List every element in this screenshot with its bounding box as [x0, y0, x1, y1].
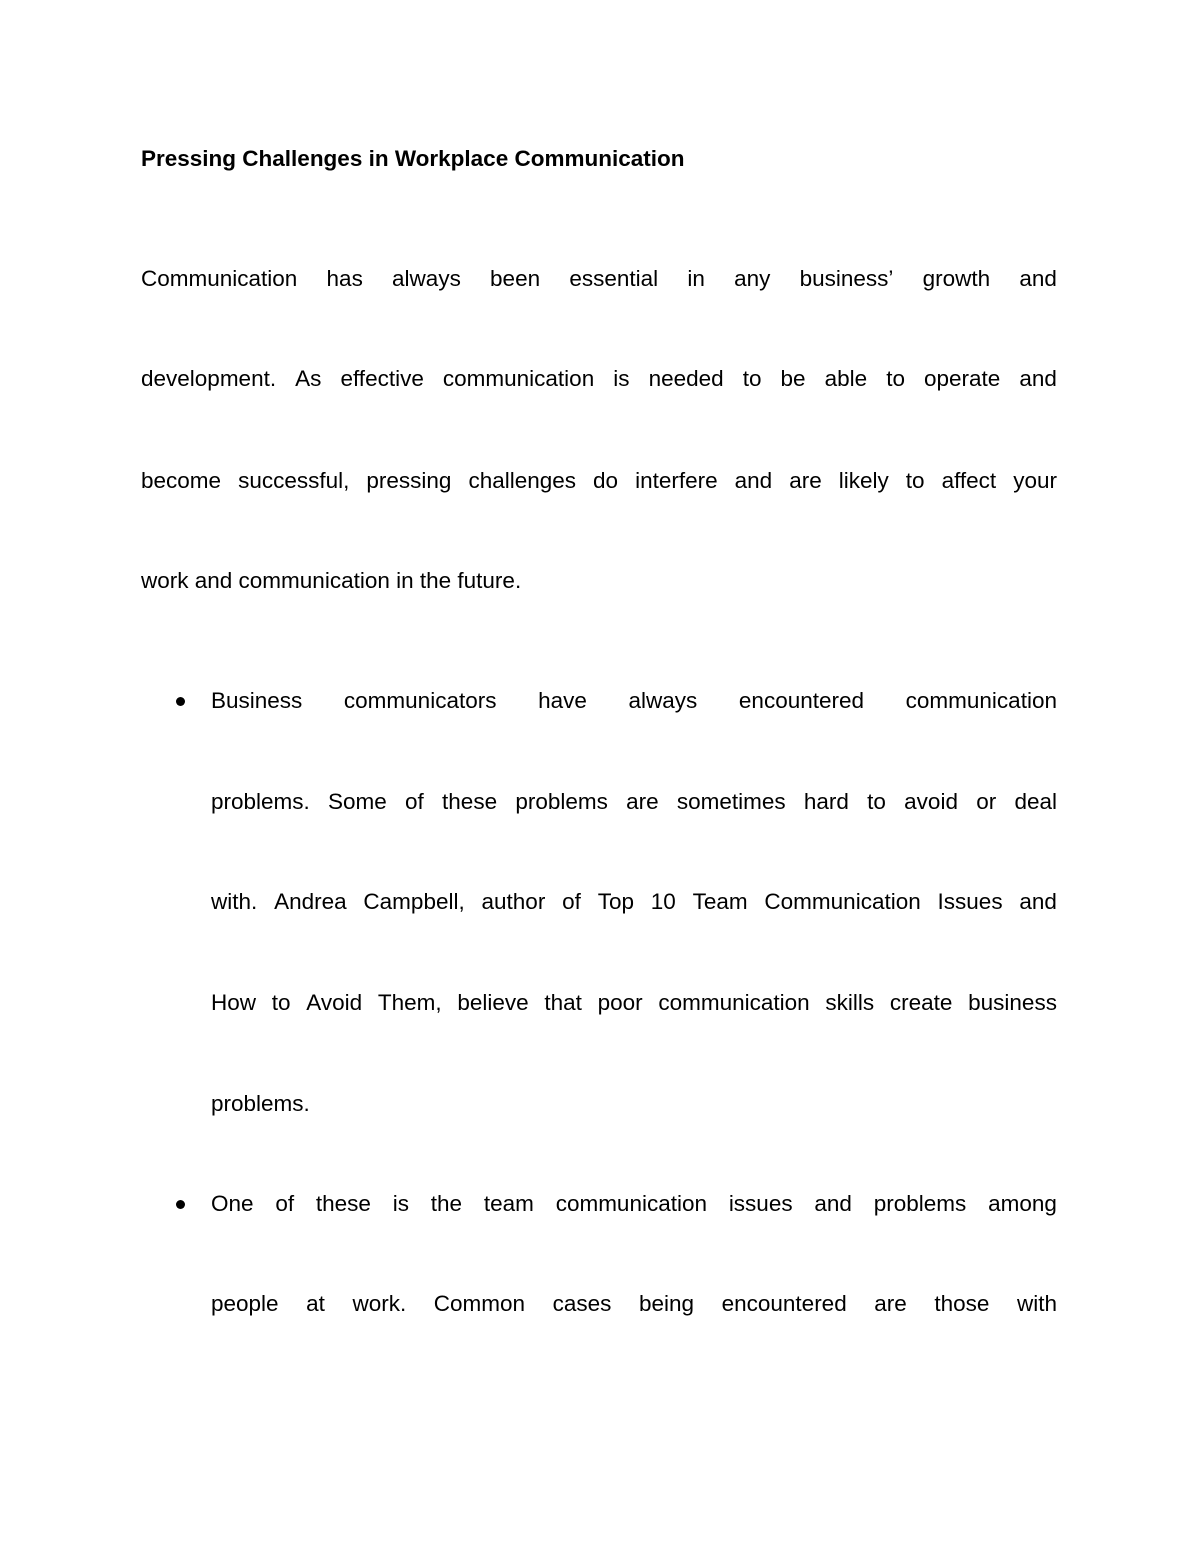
word: be	[780, 366, 806, 391]
bullet-marker	[176, 1200, 185, 1209]
word: essential	[569, 266, 659, 291]
word: business	[968, 990, 1057, 1015]
word: at	[306, 1291, 325, 1316]
word: or	[976, 789, 997, 814]
word: are	[789, 468, 822, 493]
word: is	[613, 366, 630, 391]
bullet-line	[211, 685, 1057, 717]
word: is	[392, 1191, 409, 1216]
word: sometimes	[676, 789, 786, 814]
word: problems	[873, 1191, 967, 1216]
word: Campbell,	[363, 889, 465, 914]
word: Business	[211, 688, 303, 713]
word: avoid	[904, 789, 958, 814]
word: any	[734, 266, 771, 291]
word: growth	[922, 266, 991, 291]
word: problems.	[211, 789, 310, 814]
word: business’	[799, 266, 894, 291]
intro-line	[141, 363, 1057, 395]
word: able	[824, 366, 868, 391]
word: encountered	[738, 688, 865, 713]
word: always	[392, 266, 461, 291]
word: Team	[692, 889, 748, 914]
bullet-line	[211, 1288, 1057, 1320]
intro-line	[141, 263, 1057, 295]
word: of	[275, 1191, 295, 1216]
word: has	[326, 266, 363, 291]
word: and	[1019, 266, 1057, 291]
word: your	[1013, 468, 1057, 493]
word: One	[211, 1191, 254, 1216]
word: Communication	[764, 889, 921, 914]
document-title: Pressing Challenges in Workplace Communication	[141, 146, 685, 171]
word: communication	[555, 1191, 708, 1216]
word: 10	[650, 889, 676, 914]
word: been	[490, 266, 541, 291]
word: to	[886, 366, 905, 391]
word: people	[211, 1291, 279, 1316]
word: to	[742, 366, 762, 391]
word: and	[1019, 366, 1057, 391]
word: needed	[648, 366, 724, 391]
bullet-line	[211, 886, 1057, 918]
word: and	[1019, 889, 1057, 914]
word: these	[442, 789, 498, 814]
word: As	[295, 366, 322, 391]
intro-line: work and communication in the future.	[141, 568, 522, 593]
word: and	[734, 468, 773, 493]
word: encountered	[721, 1291, 847, 1316]
word: Common	[433, 1291, 526, 1316]
word: likely	[838, 468, 889, 493]
word: team	[483, 1191, 534, 1216]
word: have	[538, 688, 587, 713]
word: Them,	[377, 990, 442, 1015]
word: communicators	[343, 688, 497, 713]
bullet-line	[211, 987, 1057, 1019]
word: in	[687, 266, 705, 291]
word: of	[562, 889, 581, 914]
word: with.	[211, 889, 258, 914]
word: of	[405, 789, 424, 814]
word: among	[988, 1191, 1057, 1216]
word: pressing	[366, 468, 452, 493]
word: always	[628, 688, 698, 713]
word: to	[905, 468, 925, 493]
word: become	[141, 468, 222, 493]
word: these	[315, 1191, 371, 1216]
word: communication	[658, 990, 810, 1015]
word: cases	[552, 1291, 612, 1316]
word: Top	[597, 889, 634, 914]
word: affect	[941, 468, 997, 493]
word: work.	[352, 1291, 407, 1316]
intro-line	[141, 465, 1057, 497]
word: Andrea	[274, 889, 347, 914]
word: author	[481, 889, 546, 914]
word: being	[638, 1291, 695, 1316]
word: Avoid	[306, 990, 363, 1015]
word: Issues	[937, 889, 1003, 914]
word: Some	[328, 789, 387, 814]
bullet-marker	[176, 697, 185, 706]
word: and	[814, 1191, 852, 1216]
word: development.	[141, 366, 277, 391]
word: successful,	[238, 468, 350, 493]
word: communication	[905, 688, 1057, 713]
word: do	[593, 468, 619, 493]
word: with	[1016, 1291, 1057, 1316]
word: to	[867, 789, 886, 814]
word: those	[934, 1291, 990, 1316]
word: communication	[442, 366, 595, 391]
bullet-line: problems.	[211, 1091, 310, 1116]
word: that	[544, 990, 582, 1015]
word: are	[874, 1291, 907, 1316]
word: operate	[924, 366, 1001, 391]
word: believe	[457, 990, 529, 1015]
word: effective	[340, 366, 424, 391]
word: interfere	[635, 468, 718, 493]
word: hard	[803, 789, 849, 814]
bullet-line	[211, 786, 1057, 818]
word: issues	[728, 1191, 793, 1216]
word: the	[430, 1191, 463, 1216]
bullet-line	[211, 1188, 1057, 1220]
word: poor	[597, 990, 643, 1015]
word: to	[271, 990, 291, 1015]
word: deal	[1014, 789, 1057, 814]
word: are	[626, 789, 659, 814]
word: skills	[825, 990, 875, 1015]
word: challenges	[468, 468, 577, 493]
word: Communication	[141, 266, 298, 291]
word: problems	[515, 789, 608, 814]
word: How	[211, 990, 257, 1015]
word: create	[889, 990, 953, 1015]
